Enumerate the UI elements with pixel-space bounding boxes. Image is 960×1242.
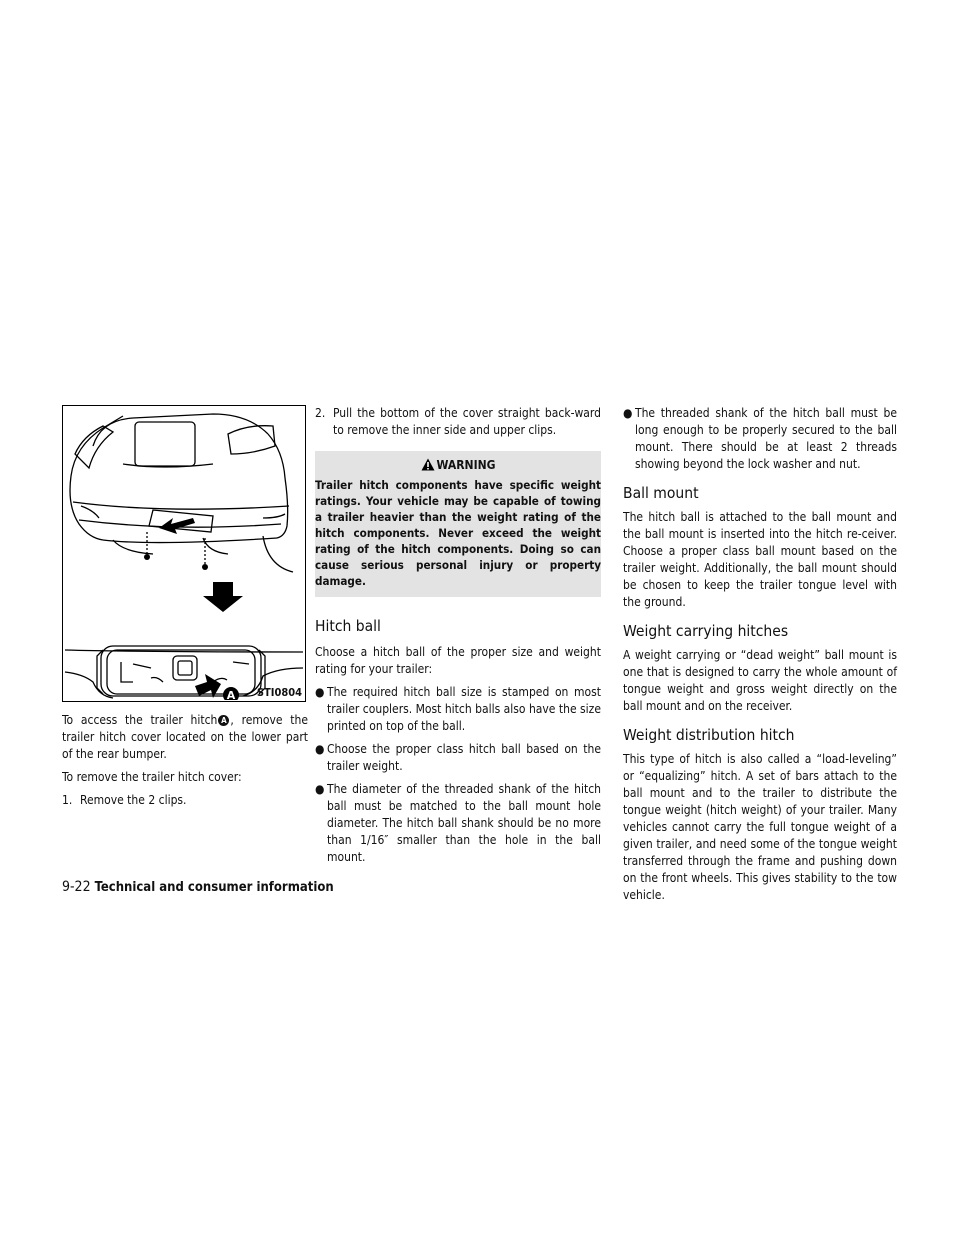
ball-mount-heading: Ball mount [623, 484, 699, 502]
list-item [623, 405, 897, 473]
column-3 [623, 405, 897, 904]
step-2 [315, 405, 601, 439]
bullet-text: The required hitch ball size is stamped on most trailer couplers. Most hitch balls also have the size printed on top of the ball. [327, 685, 601, 733]
access-text-start: To access the trailer hitch [62, 713, 218, 727]
weight-carrying-heading: Weight carrying hitches [623, 622, 789, 640]
remove-heading: To remove the trailer hitch cover: [62, 770, 242, 784]
page-number: 9-22 [62, 879, 91, 895]
column-1 [62, 405, 308, 809]
step-2-text: Pull the bottom of the cover straight back-ward to remove the inner side and upper clips. [333, 406, 601, 437]
marker-a: A [218, 715, 229, 726]
access-text-end: , remove the trailer hitch cover located on the lower part of the rear bumper. [62, 713, 308, 761]
callout-a: A [226, 689, 236, 700]
trailer-hitch-figure [62, 405, 306, 702]
hitch-ball-heading: Hitch ball [315, 617, 381, 635]
page-footer [62, 879, 334, 895]
weight-distribution-heading: Weight distribution hitch [623, 726, 795, 744]
access-paragraph [62, 712, 308, 763]
hitch-ball-intro: Choose a hitch ball of the proper size and weight rating for your trailer: [315, 645, 601, 676]
bullet-icon: ● [315, 782, 325, 796]
bullet-text: The threaded shank of the hitch ball must be long enough to be properly secured to the ball mount. There should be at least 2 threads showing beyond the lock washer and nut. [635, 406, 897, 471]
bullet-text: Choose the proper class hitch ball based on the trailer weight. [327, 742, 601, 773]
figure-label: STI0804 [256, 686, 302, 699]
warning-text: Trailer hitch components have specific weight ratings. Your vehicle may be capable of towing a trailer heavier than the weight rating of the hitch components. Never exceed the weight rating of the hitch components. Doing so can cause serious personal injury or property damage. [315, 478, 601, 588]
step-1-text: Remove the 2 clips. [80, 793, 187, 807]
bullet-text: The diameter of the threaded shank of the hitch ball must be matched to the ball mount hole diameter. The hitch ball shank should be no more than 1/16″ smaller than the hole in the ball mount. [327, 782, 601, 864]
step-1 [62, 792, 308, 809]
weight-carrying-text: A weight carrying or “dead weight” ball mount is one that is designed to carry the whole amount of tongue weight and gross weight directly on the ball mount and on the receiver. [623, 648, 897, 713]
list-item [315, 684, 601, 735]
list-item [315, 781, 601, 866]
list-item [315, 741, 601, 775]
warning-title: WARNING [436, 458, 496, 472]
step-2-number: 2. [315, 406, 326, 420]
step-1-number: 1. [62, 793, 73, 807]
warning-header [315, 457, 601, 477]
warning-box [315, 451, 601, 597]
column-2 [315, 405, 601, 866]
weight-distribution-text: This type of hitch is also called a “load-leveling” or “equalizing” hitch. A set of bars attach to the ball mount and to the trailer to distribute the tongue weight (hitch weight) of your trailer. Many vehicles cannot carry the full tongue weight of a given trailer, and need some of the tongue weight transferred through the frame and pushing down on the front wheels. This gives stability to the tow vehicle. [623, 752, 897, 902]
rear-bumper-illustration [63, 406, 304, 700]
ball-mount-text: The hitch ball is attached to the ball mount and the ball mount is inserted into the hitch re-ceiver. Choose a proper class ball mount based on the trailer weight. Additionally, the ball mount should be chosen to keep the trailer tongue level with the ground. [623, 510, 897, 609]
bullet-icon: ● [623, 406, 633, 420]
bullet-icon: ● [315, 685, 325, 699]
bullet-icon: ● [315, 742, 325, 756]
warning-icon [421, 458, 435, 471]
section-title: Technical and consumer information [94, 880, 334, 895]
